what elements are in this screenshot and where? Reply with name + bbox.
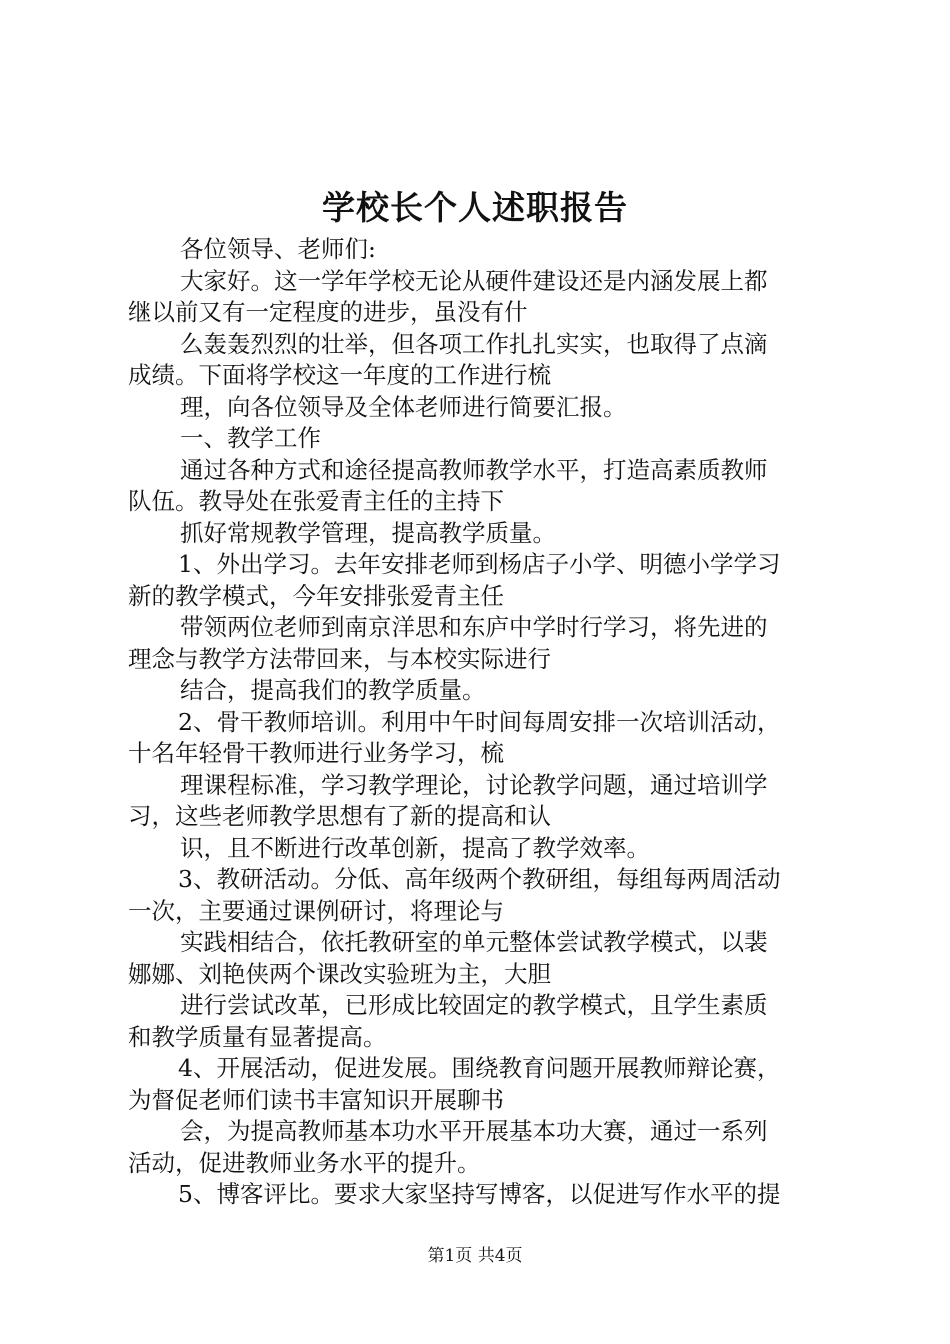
text-line: 抓好常规教学管理，提高教学质量。: [180, 518, 556, 547]
text-line: 新的教学模式，今年安排张爱青主任: [128, 581, 504, 610]
text-line: 识，且不断进行改革创新，提高了教学效率。: [180, 833, 650, 862]
text-line: 为督促老师们读书丰富知识开展聊书: [128, 1085, 504, 1114]
text-line: 和教学质量有显著提高。: [128, 1022, 387, 1051]
text-line: 通过各种方式和途径提高教师教学水平，打造高素质教师: [180, 455, 768, 484]
text-line: 成绩。下面将学校这一年度的工作进行梳: [128, 361, 551, 389]
text-line: 会，为提高教师基本功水平开展基本功大赛，通过一系列: [180, 1117, 768, 1145]
text-line: 娜娜、刘艳侠两个课改实验班为主，大胆: [128, 959, 551, 988]
document-body: [128, 234, 832, 1211]
text-line: 理课程标准，学习教学理论，讨论教学问题，通过培训学: [180, 770, 768, 799]
text-line: 4、开展活动，促进发展。围绕教育问题开展教师辩论赛，: [178, 1054, 781, 1082]
text-line: 3、教研活动。分低、高年级两个教研组，每组每两周活动: [178, 865, 781, 893]
text-line: 理，向各位领导及全体老师进行简要汇报。: [180, 392, 627, 421]
text-line: 带领两位老师到南京洋思和东庐中学时行学习，将先进的: [180, 613, 768, 641]
text-line: 各位领导、老师们:: [180, 235, 376, 263]
text-line: 十名年轻骨干教师进行业务学习，梳: [128, 739, 504, 767]
text-line: 大家好。这一学年学校无论从硬件建设还是内涵发展上都: [180, 266, 768, 295]
text-line: 习，这些老师教学思想有了新的提高和认: [128, 802, 551, 830]
text-line: 活动，促进教师业务水平的提升。: [128, 1148, 481, 1177]
text-line: 1、外出学习。去年安排老师到杨店子小学、明德小学学习: [178, 550, 781, 578]
section-heading: 一、教学工作: [180, 424, 321, 452]
page-number: 第1页 共4页: [427, 1246, 523, 1266]
text-line: 结合，提高我们的教学质量。: [180, 676, 486, 704]
document-title: 学校长个人述职报告: [322, 188, 628, 227]
text-line: 么轰轰烈烈的壮举，但各项工作扎扎实实，也取得了点滴: [180, 329, 768, 358]
text-line: 5、博客评比。要求大家坚持写博客，以促进写作水平的提: [178, 1180, 781, 1208]
text-line: 理念与教学方法带回来，与本校实际进行: [128, 644, 551, 673]
text-line: 实践相结合，依托教研室的单元整体尝试教学模式，以裴: [180, 928, 768, 956]
text-line: 进行尝试改革，已形成比较固定的教学模式，且学生素质: [180, 991, 768, 1019]
text-line: 继以前又有一定程度的进步，虽没有什: [128, 298, 528, 326]
text-line: 队伍。教导处在张爱青主任的主持下: [128, 487, 504, 515]
text-line: 一次，主要通过课例研讨，将理论与: [128, 896, 504, 925]
text-line: 2、骨干教师培训。利用中午时间每周安排一次培训活动，: [178, 707, 781, 736]
